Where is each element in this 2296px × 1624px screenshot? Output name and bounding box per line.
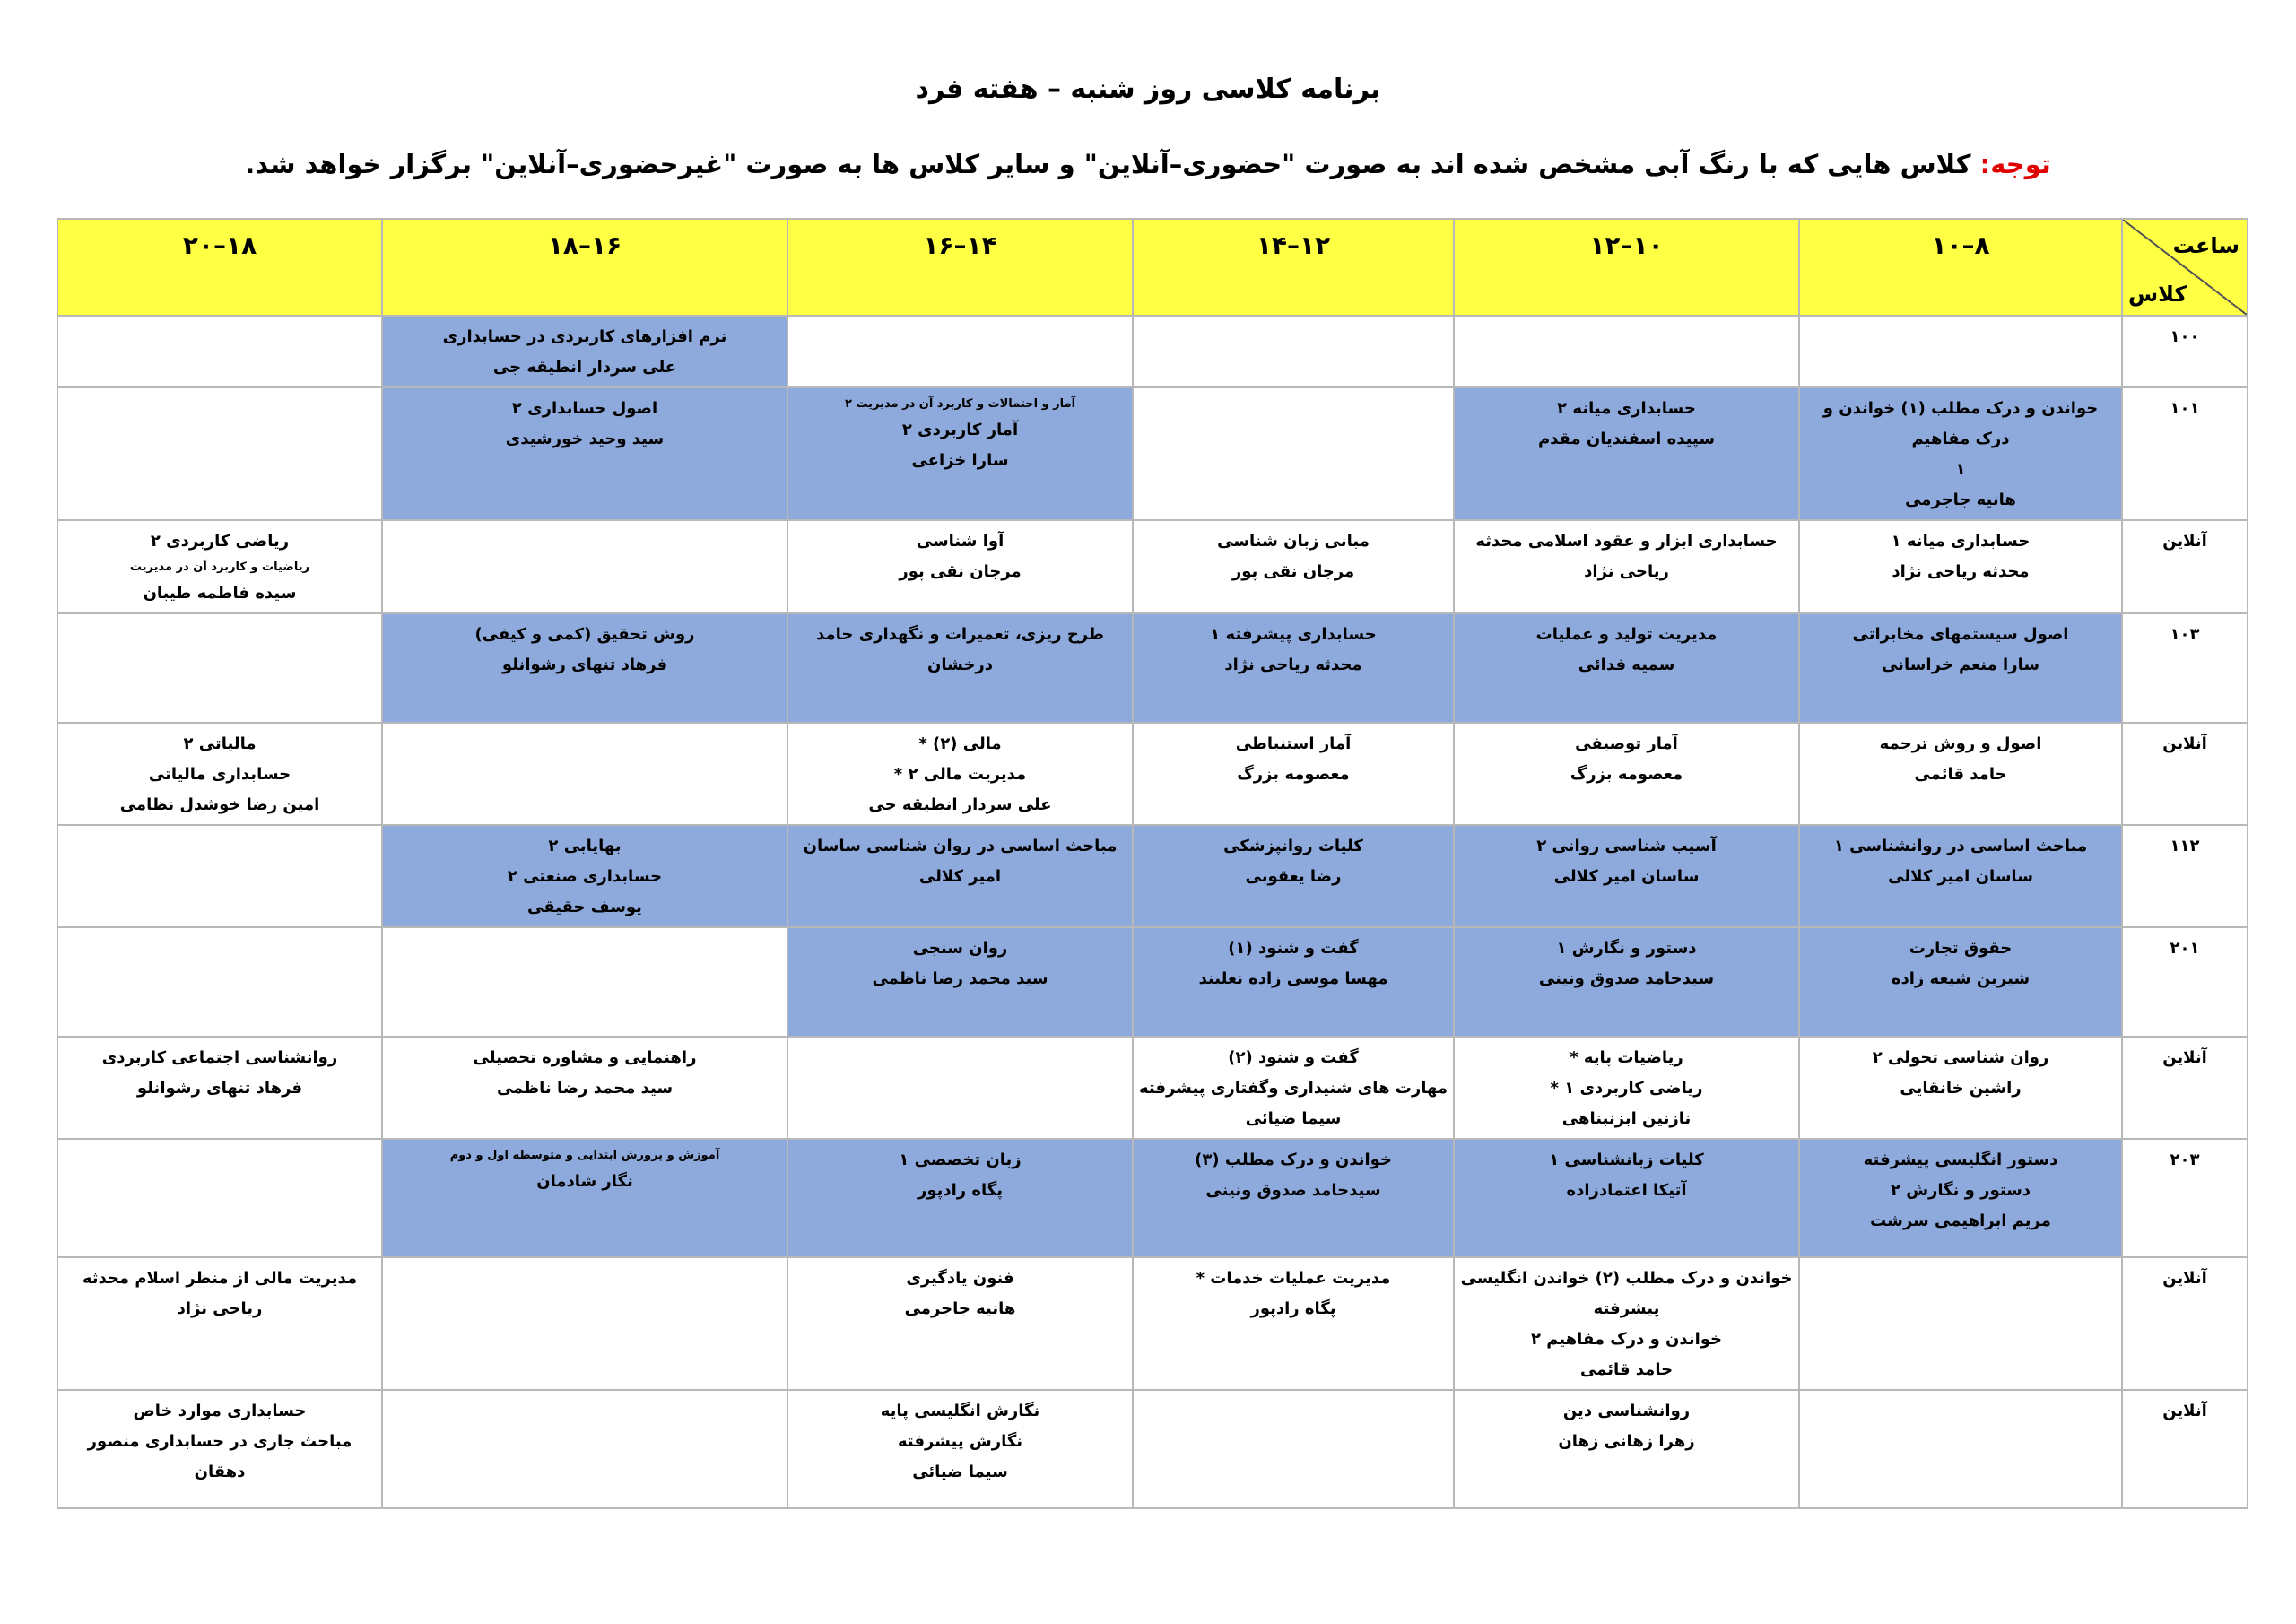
schedule-cell <box>382 1139 787 1257</box>
instructor-name: حامد قائمی <box>1914 765 2007 784</box>
instructor-name: سیدحامد صدوق ونینی <box>1538 969 1715 988</box>
course-name: راهنمایی و مشاوره تحصیلی <box>473 1048 697 1067</box>
class-name-cell: آنلاین <box>2122 723 2248 825</box>
course-name: ۱ <box>1955 460 1966 479</box>
course-name: ریاضیات پایه * <box>1570 1048 1683 1067</box>
class-name-cell: ۲۰۱ <box>2122 927 2248 1037</box>
instructor-name: مریم ابراهیمی سرشت <box>1870 1211 2051 1230</box>
course-name: نرم افزارهای کاربردی در حسابداری <box>442 327 727 346</box>
schedule-cell <box>787 927 1133 1037</box>
course-name: خواندن و درک مطلب (۲) خواندن انگلیسی پیشرفته <box>1460 1269 1793 1318</box>
instructor-name: امین رضا خوشدل نظامی <box>119 795 320 814</box>
notice <box>0 149 2296 179</box>
course-name: اصول و روش ترجمه <box>1879 734 2042 753</box>
schedule-cell <box>1133 613 1454 723</box>
schedule-cell <box>57 613 382 723</box>
instructor-name: پگاه رادپور <box>1250 1299 1336 1318</box>
instructor-name: سید محمد رضا ناظمی <box>496 1079 674 1098</box>
course-name: آموزش و پرورش ابتدایی و متوسطه اول و دوم <box>449 1149 720 1162</box>
instructor-name: مرجان نقی پور <box>899 562 1022 581</box>
schedule-cell <box>57 1037 382 1139</box>
instructor-name: معصومه بزرگ <box>1570 765 1683 784</box>
instructor-name: مهارت های شنیداری وگفتاری پیشرفته سیما ضیائی <box>1138 1079 1448 1128</box>
instructor-name: رضا یعقوبی <box>1245 867 1342 886</box>
instructor-name: سمیه فدائی <box>1578 656 1675 674</box>
instructor-name: هانیه جاجرمی <box>1905 491 2016 509</box>
schedule-cell <box>1799 723 2122 825</box>
schedule-cell <box>382 316 787 387</box>
schedule-row <box>57 1037 2248 1139</box>
schedule-cell <box>1133 927 1454 1037</box>
header-slot: ۱۰–۱۲ <box>1454 219 1799 316</box>
instructor-name: علی سردار انطیقه جی <box>492 358 677 377</box>
schedule-cell <box>57 825 382 927</box>
course-name: آمار توصیفی <box>1575 734 1678 753</box>
schedule-cell <box>787 387 1133 520</box>
class-name-cell: آنلاین <box>2122 1390 2248 1508</box>
course-name: خواندن و درک مفاهیم ۲ <box>1530 1330 1723 1349</box>
schedule-cell <box>1454 520 1799 613</box>
course-name: زبان تخصصی ۱ <box>899 1151 1022 1169</box>
schedule-cell <box>1133 387 1454 520</box>
instructor-name: مباحث جاری در حسابداری منصور دهقان <box>87 1432 352 1481</box>
course-name: آوا شناسی <box>916 532 1004 551</box>
instructor-name: مهسا موسی زاده نعلبند <box>1198 969 1388 988</box>
course-name: روان شناسی تحولی ۲ <box>1872 1048 2049 1067</box>
schedule-cell <box>1454 1257 1799 1390</box>
course-name: آمار استنباطی <box>1235 734 1352 753</box>
course-name: دستور و نگارش ۲ <box>1890 1181 2031 1200</box>
schedule-row <box>57 723 2248 825</box>
course-name: آسیب شناسی روانی ۲ <box>1536 837 1717 855</box>
schedule-cell <box>57 1139 382 1257</box>
course-name: روان سنجی <box>912 939 1008 958</box>
instructor-name: راشین خانقایی <box>1900 1079 2022 1098</box>
schedule-cell <box>787 1257 1133 1390</box>
schedule-cell <box>1799 316 2122 387</box>
header-corner-class: کلاس <box>2128 282 2187 307</box>
schedule-cell <box>1454 316 1799 387</box>
instructor-name: ساسان امیر کلالی <box>1553 867 1700 886</box>
schedule-cell <box>382 1390 787 1508</box>
course-name: فنون یادگیری <box>906 1269 1014 1288</box>
schedule-row <box>57 1390 2248 1508</box>
course-name: حسابداری موارد خاص <box>133 1402 307 1420</box>
header-corner <box>2122 219 2248 316</box>
schedule-cell <box>1454 1139 1799 1257</box>
instructor-name: یوسف حقیقی <box>527 898 642 916</box>
class-name-cell: آنلاین <box>2122 520 2248 613</box>
course-name: مدیریت مالی از منظر اسلام محدثه ریاحی نژاد <box>82 1269 358 1318</box>
course-name: دستور و نگارش ۱ <box>1556 939 1697 958</box>
schedule-cell <box>382 387 787 520</box>
schedule-cell <box>1454 723 1799 825</box>
class-name-cell: ۲۰۳ <box>2122 1139 2248 1257</box>
course-name: روش تحقیق (کمی و کیفی) <box>474 625 695 644</box>
header-slot: ۱۸–۲۰ <box>57 219 382 316</box>
course-name: روانشناسی اجتماعی کاربردی <box>101 1048 338 1067</box>
instructor-name: معصومه بزرگ <box>1237 765 1350 784</box>
schedule-cell <box>382 825 787 927</box>
schedule-row <box>57 1139 2248 1257</box>
instructor-name: نازنین ابزنبناهی <box>1561 1109 1692 1128</box>
class-name-cell: ۱۰۱ <box>2122 387 2248 520</box>
course-name: حسابداری پیشرفته ۱ <box>1210 625 1377 644</box>
course-name: نگارش انگلیسی پایه <box>880 1402 1040 1420</box>
schedule-cell <box>382 927 787 1037</box>
course-name: حسابداری صنعتی ۲ <box>507 867 663 886</box>
schedule-cell <box>57 1257 382 1390</box>
schedule-cell <box>1133 1390 1454 1508</box>
instructor-name: پگاه رادپور <box>917 1181 1004 1200</box>
header-slot: ۱۲–۱۴ <box>1133 219 1454 316</box>
course-name: نگارش پیشرفته <box>897 1432 1023 1451</box>
schedule-cell <box>382 1257 787 1390</box>
course-name: حقوق تجارت <box>1909 939 2013 958</box>
schedule-table <box>57 218 2248 1509</box>
instructor-name: هانیه جاجرمی <box>904 1299 1016 1318</box>
course-name: مالیاتی ۲ <box>183 734 257 753</box>
schedule-body <box>57 316 2248 1508</box>
header-row <box>57 219 2248 316</box>
class-name-cell: ۱۰۰ <box>2122 316 2248 387</box>
class-name-cell: آنلاین <box>2122 1037 2248 1139</box>
instructor-name: محدثه ریاحی نژاد <box>1224 656 1362 674</box>
schedule-cell <box>1454 1037 1799 1139</box>
schedule-cell <box>57 387 382 520</box>
schedule-cell <box>1799 927 2122 1037</box>
instructor-name: سیده فاطمه طیبان <box>143 584 297 603</box>
course-name: گفت و شنود (۲) <box>1228 1048 1359 1067</box>
schedule-cell <box>1799 1390 2122 1508</box>
course-name: ریاضی کاربردی ۱ * <box>1550 1079 1703 1098</box>
schedule-row <box>57 316 2248 387</box>
instructor-name: سپیده اسفندیان مقدم <box>1537 430 1716 448</box>
course-name: ریاضی کاربردی ۲ <box>150 532 290 551</box>
schedule-cell <box>1799 387 2122 520</box>
course-name: مباحث اساسی در روان شناسی ساسان امیر کلالی <box>803 837 1118 886</box>
course-name: حسابداری مالیاتی <box>148 765 291 784</box>
schedule-cell <box>1799 613 2122 723</box>
course-name: مدیریت عملیات خدمات * <box>1196 1269 1391 1288</box>
course-name: آمار کاربردی ۲ <box>901 421 1019 439</box>
course-name: اصول حسابداری ۲ <box>511 399 658 418</box>
instructor-name: سیما ضیائی <box>912 1463 1008 1481</box>
header-slot: ۱۴–۱۶ <box>787 219 1133 316</box>
schedule-row <box>57 520 2248 613</box>
schedule-row <box>57 387 2248 520</box>
schedule-cell <box>57 1390 382 1508</box>
page-title: برنامه کلاسی روز شنبه – هفته فرد <box>915 74 1381 105</box>
schedule-cell <box>1454 387 1799 520</box>
schedule-cell <box>1799 825 2122 927</box>
schedule-cell <box>1454 1390 1799 1508</box>
schedule-cell <box>1133 1139 1454 1257</box>
schedule-cell <box>787 520 1133 613</box>
schedule-cell <box>1454 825 1799 927</box>
notice-label: توجه: <box>1979 149 2051 179</box>
notice-text: کلاس هایی که با رنگ آبی مشخص شده اند به صورت "حضوری–آنلاین" و سایر کلاس ها به صورت "غیرحضوری–آنلاین" برگزار خواهد شد. <box>245 149 1980 179</box>
course-name: مباحث اساسی در روانشناسی ۱ ساسان امیر کلالی <box>1833 837 2088 886</box>
schedule-cell <box>57 723 382 825</box>
course-name: مدیریت مالی ۲ * <box>893 765 1027 784</box>
schedule-cell <box>1133 1037 1454 1139</box>
schedule-cell <box>1133 723 1454 825</box>
header-corner-time: ساعت <box>2172 233 2239 258</box>
schedule-cell <box>57 316 382 387</box>
schedule-cell <box>787 825 1133 927</box>
course-name: بهایابی ۲ <box>548 837 622 855</box>
course-name: حسابداری ابزار و عقود اسلامی محدثه ریاحی نژاد <box>1475 532 1778 581</box>
schedule-cell <box>382 1037 787 1139</box>
schedule-cell <box>57 927 382 1037</box>
course-name: آمار و احتمالات و کاربرد آن در مدیریت ۲ <box>844 397 1076 411</box>
schedule-row <box>57 825 2248 927</box>
schedule-cell <box>382 520 787 613</box>
class-name-cell: ۱۱۲ <box>2122 825 2248 927</box>
instructor-name: سارا منعم خراسانی <box>1881 656 2040 674</box>
instructor-name: سید محمد رضا ناظمی <box>872 969 1048 988</box>
instructor-name: آتیکا اعتمادزاده <box>1566 1181 1687 1200</box>
schedule-cell <box>787 613 1133 723</box>
instructor-name: نگار شادمان <box>536 1172 633 1191</box>
instructor-name: سیدحامد صدوق ونینی <box>1205 1181 1381 1200</box>
schedule-cell <box>1454 613 1799 723</box>
course-name: مبانی زبان شناسی <box>1217 532 1370 551</box>
instructor-name: زهرا زهانی زهان <box>1558 1432 1695 1451</box>
schedule-cell <box>1133 316 1454 387</box>
course-name: کلیات روانپزشکی <box>1223 837 1363 855</box>
course-name: روانشناسی دین <box>1562 1402 1691 1420</box>
course-name: دستور انگلیسی پیشرفته <box>1863 1151 2058 1169</box>
schedule-cell <box>787 1037 1133 1139</box>
instructor-name: علی سردار انطیقه جی <box>868 795 1052 814</box>
header-slot: ۱۶–۱۸ <box>382 219 787 316</box>
schedule-cell <box>787 723 1133 825</box>
instructor-name: شیرین شیعه زاده <box>1891 969 2031 988</box>
schedule-cell <box>1133 520 1454 613</box>
course-name: کلیات زبانشناسی ۱ <box>1549 1151 1704 1169</box>
schedule-cell <box>1799 1037 2122 1139</box>
schedule-cell <box>787 1139 1133 1257</box>
course-name: مالی (۲) * <box>918 734 1002 753</box>
instructor-name: سید وحید خورشیدی <box>505 430 665 448</box>
course-name: حسابداری میانه ۲ <box>1557 399 1696 418</box>
course-name: مدیریت تولید و عملیات <box>1535 625 1718 644</box>
course-name: ریاضیات و کاربرد آن در مدیریت <box>129 560 310 574</box>
class-name-cell: آنلاین <box>2122 1257 2248 1390</box>
schedule-cell <box>57 520 382 613</box>
instructor-name: حامد قائمی <box>1579 1360 1674 1379</box>
instructor-name: فرهاد تنهای رشوانلو <box>501 656 668 674</box>
course-name: اصول سیستمهای مخابراتی <box>1852 625 2069 644</box>
schedule-cell <box>1133 1257 1454 1390</box>
schedule-row <box>57 1257 2248 1390</box>
schedule-row <box>57 927 2248 1037</box>
schedule-cell <box>787 1390 1133 1508</box>
course-name: خواندن و درک مطلب (۳) <box>1195 1151 1392 1169</box>
schedule-row <box>57 613 2248 723</box>
schedule-cell <box>1799 520 2122 613</box>
schedule-cell <box>1799 1257 2122 1390</box>
schedule-cell <box>1133 825 1454 927</box>
course-name: گفت و شنود (۱) <box>1228 939 1359 958</box>
schedule-cell <box>382 723 787 825</box>
instructor-name: سارا خزاعی <box>911 451 1009 470</box>
schedule-cell <box>787 316 1133 387</box>
instructor-name: مرجان نقی پور <box>1231 562 1355 581</box>
instructor-name: محدثه ریاحی نژاد <box>1892 562 2030 581</box>
schedule-cell <box>1454 927 1799 1037</box>
course-name: حسابداری میانه ۱ <box>1891 532 2031 551</box>
schedule-cell <box>1799 1139 2122 1257</box>
schedule-cell <box>382 613 787 723</box>
header-slot: ۸–۱۰ <box>1799 219 2122 316</box>
course-name: طرح ریزی، تعمیرات و نگهداری حامد درخشان <box>816 625 1104 674</box>
course-name: خواندن و درک مطلب (۱) خواندن و درک مفاهیم <box>1822 399 2099 448</box>
instructor-name: فرهاد تنهای رشوانلو <box>136 1079 303 1098</box>
class-name-cell: ۱۰۳ <box>2122 613 2248 723</box>
